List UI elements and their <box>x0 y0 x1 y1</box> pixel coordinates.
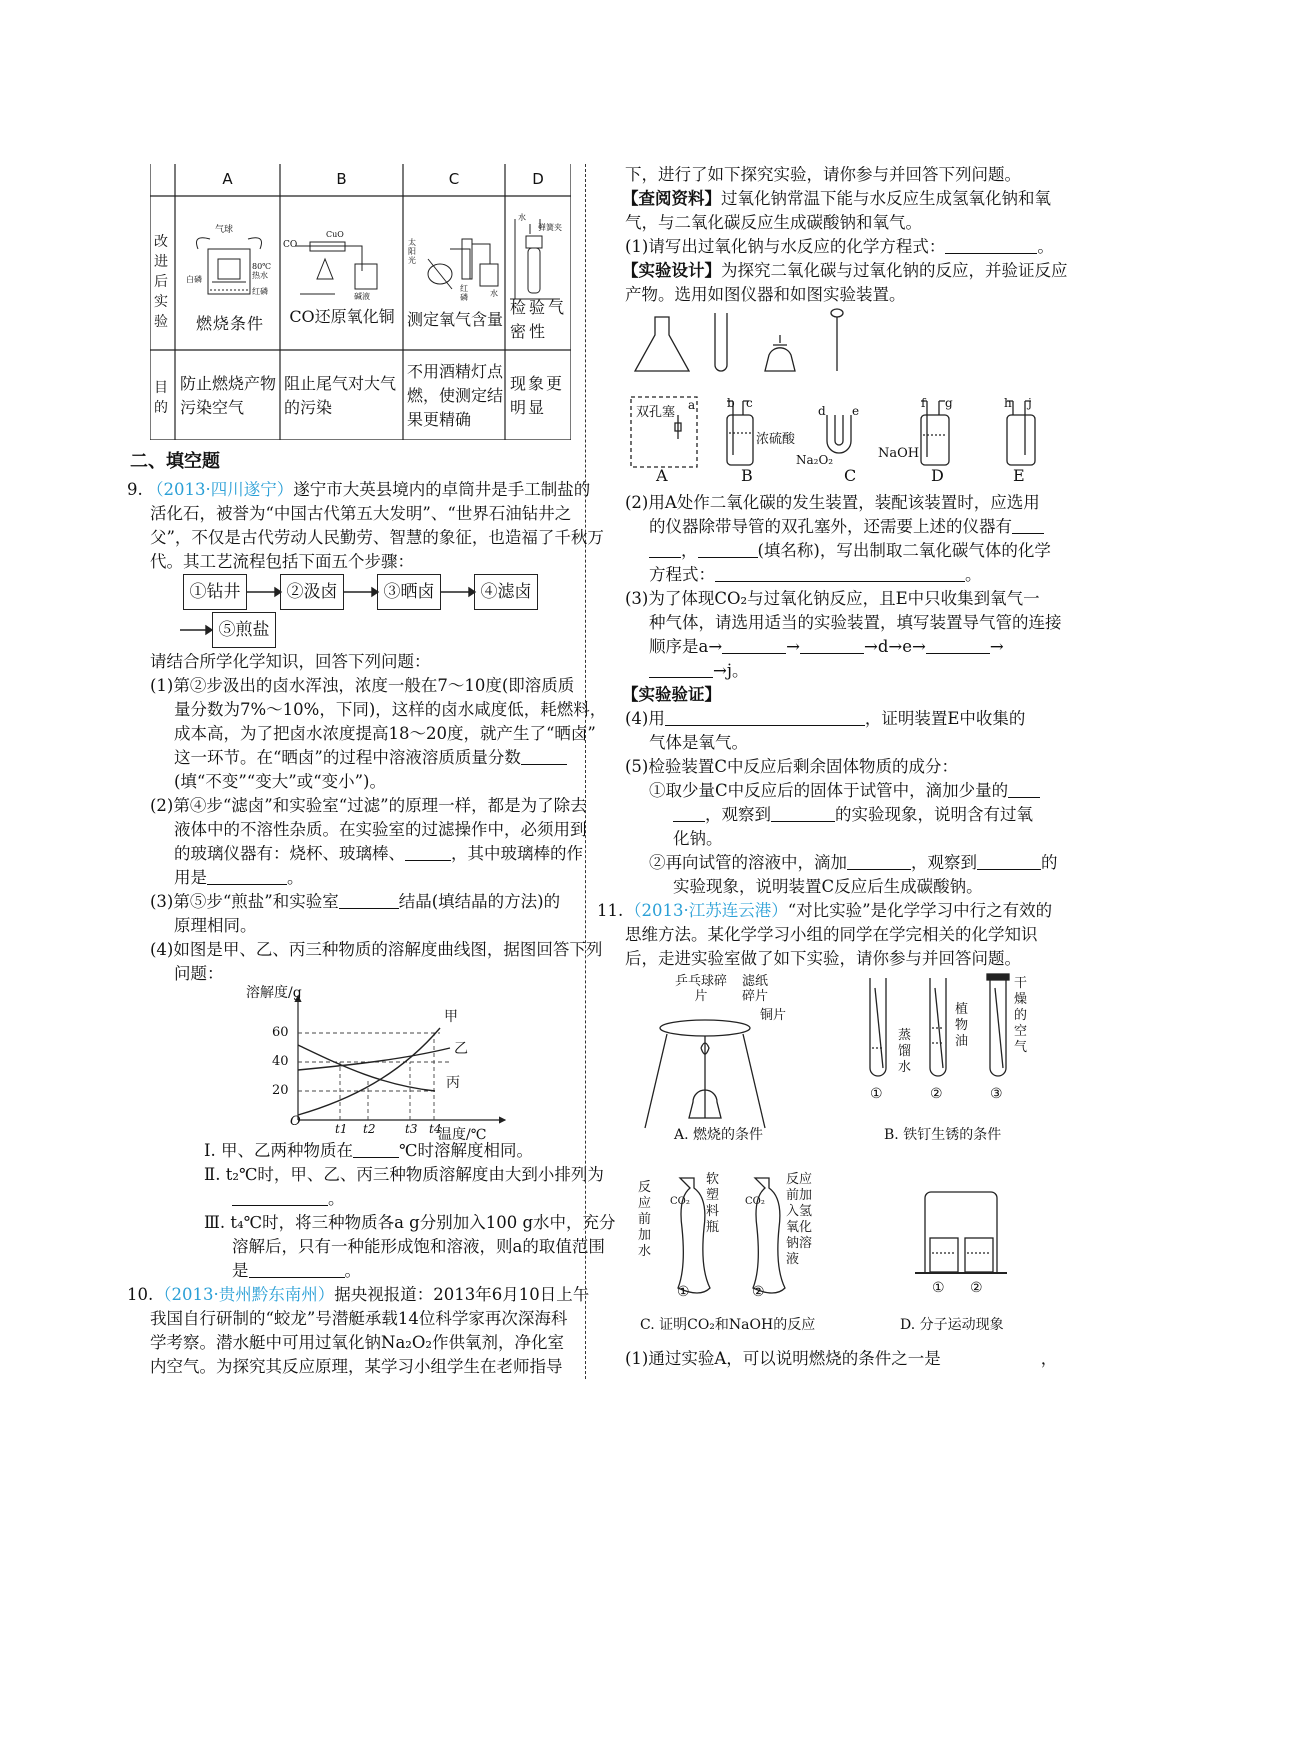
q10-design-0: 为探究二氧化碳与过氧化钠的反应，并验证反应 <box>721 261 1068 280</box>
label-red-phosphorus: 红磷 <box>252 287 268 296</box>
q9-source: （2013·四川遂宁） <box>147 480 294 499</box>
q10-line-0: 据央视报道：2013年6月10日上午 <box>334 1285 590 1304</box>
comparison-table <box>150 164 571 440</box>
device-b-label: B <box>741 466 753 485</box>
caption-c: C. 证明CO₂和NaOH的反应 <box>640 1317 816 1333</box>
q10-p2-2: ， <box>681 541 698 560</box>
q9-s1-1: ℃时溶解度相同。 <box>399 1141 533 1160</box>
answer-blank[interactable] <box>771 806 835 822</box>
col-header-b: B <box>336 170 347 188</box>
y-tick: 20 <box>272 1083 289 1098</box>
q11-line-1: 思维方法。某化学学习小组的同学在学完相关的化学知识 <box>625 925 1038 944</box>
answer-blank[interactable] <box>521 749 567 765</box>
tube-number-1: ① <box>870 1086 883 1102</box>
q10-p2-4: 方程式： <box>649 565 715 584</box>
bell-jar-icon <box>925 1192 997 1273</box>
label-co: CO <box>283 240 298 250</box>
q9-s1-0: Ⅰ. 甲、乙两种物质在 <box>204 1141 354 1160</box>
q10-p3-6: →j。 <box>713 661 749 680</box>
beaker-number-1: ① <box>932 1280 945 1296</box>
caption-a: A. 燃烧的条件 <box>674 1127 764 1143</box>
q9-line-1: 活化石，被誉为“中国古代第五大发明”、“世界石油钻井之 <box>150 504 572 523</box>
y-tick: 40 <box>272 1054 289 1069</box>
step-boil: ⑤煎盐 <box>212 612 276 648</box>
q10-design-title: 【实验设计】 <box>622 261 721 280</box>
q9-s3-2: 是 <box>232 1261 249 1280</box>
step-draw-brine: ②汲卤 <box>280 574 344 610</box>
q9-p2-0: (2)第④步“滤卤”和实验室“过滤”的原理一样，都是为了除去 <box>150 796 587 815</box>
q10-p2-5: 。 <box>965 565 982 584</box>
answer-blank[interactable] <box>1012 518 1044 534</box>
label-naoh: NaOH <box>878 446 920 461</box>
y-tick: 60 <box>272 1025 289 1040</box>
label-before-water: 反应前加水 <box>638 1180 652 1259</box>
step-sun-dry: ③晒卤 <box>377 574 441 610</box>
device-a-label: A <box>656 466 668 485</box>
q10-p3-5: → <box>989 637 1004 656</box>
q9-number: 9. <box>127 480 143 499</box>
col-header-c: C <box>448 170 460 188</box>
series-label-bing: 丙 <box>446 1075 460 1091</box>
q9-p1-4: (填“不变”“变大”或“变小”)。 <box>174 772 386 791</box>
x-axis-label: 温度/℃ <box>438 1127 487 1143</box>
cell-d-row2: 现象更明显 <box>510 374 565 417</box>
answer-blank[interactable] <box>207 869 287 885</box>
q10-p5-5: ②再向试管的溶液中，滴加 <box>649 853 847 872</box>
answer-blank[interactable] <box>665 710 865 726</box>
row-label-improved: 改进后实验 <box>154 234 168 330</box>
answer-blank[interactable] <box>339 893 399 909</box>
answer-blank[interactable] <box>722 638 786 654</box>
answer-blank[interactable] <box>353 1142 399 1158</box>
q10-ref-0: 过氧化钠常温下能与水反应生成氢氧化钠和氧 <box>721 189 1051 208</box>
q9-p3-2: 原理相同。 <box>174 916 257 935</box>
device-d-icon <box>921 401 949 465</box>
q9-line-0: 遂宁市大英县境内的卓筒井是手工制盐的 <box>293 480 591 499</box>
solubility-chart <box>240 985 520 1143</box>
device-d-label: D <box>931 466 944 485</box>
label-g: g <box>945 396 953 410</box>
q9-p4-0: (4)如图是甲、乙、丙三种物质的溶解度曲线图，据图回答下列 <box>150 940 603 959</box>
series-label-jia: 甲 <box>444 1009 458 1025</box>
q10-p1-0: (1)请写出过氧化钠与水反应的化学方程式： <box>625 237 946 256</box>
q10-p1-1: 。 <box>1037 237 1054 256</box>
answer-blank[interactable] <box>673 806 705 822</box>
q10-line-2: 学考察。潜水艇中可用过氧化钠Na₂O₂作供氧剂，净化室 <box>150 1333 565 1352</box>
series-label-yi: 乙 <box>454 1041 468 1057</box>
label-b: b <box>727 396 735 410</box>
q9-s3-3: 。 <box>344 1261 361 1280</box>
answer-blank[interactable] <box>698 542 758 558</box>
q9-s2-1: 。 <box>328 1189 345 1208</box>
label-sunlight: 太阳光 <box>408 238 416 265</box>
q9-s2-0: Ⅱ. t₂℃时，甲、乙、丙三种物质溶解度由大到小排列为 <box>204 1165 604 1184</box>
flow-arrows <box>175 580 555 640</box>
test-tube-2-icon <box>930 978 946 1076</box>
label-a: a <box>688 398 696 412</box>
label-alkali: 碱液 <box>354 292 370 301</box>
answer-blank[interactable] <box>249 1262 345 1278</box>
q9-p1-3: 这一环节。在“晒卤”的过程中溶液溶质质量分数 <box>174 748 521 767</box>
label-spring-clip: 弹簧夹 <box>538 223 562 232</box>
cell-a-row2: 防止燃烧产物污染空气 <box>180 374 277 417</box>
q10-p3-0: (3)为了体现CO₂与过氧化钠反应，且E中只收集到氧气一 <box>625 589 1040 608</box>
answer-blank[interactable] <box>232 1190 328 1206</box>
col-header-d: D <box>532 170 544 188</box>
instruments-figure <box>625 305 1045 485</box>
q9-line-3: 代。其工艺流程包括下面五个步骤： <box>150 552 414 571</box>
q9-p2-3: ，其中玻璃棒的作 <box>451 844 583 863</box>
cell-a-row1: 燃烧条件 <box>195 314 264 333</box>
device-e-label: E <box>1013 466 1025 485</box>
label-soft-bottle: 软塑料瓶 <box>706 1172 720 1235</box>
beaker-number-2: ② <box>970 1280 983 1296</box>
answer-blank[interactable] <box>945 238 1037 254</box>
label-co2-2: CO₂ <box>745 1196 765 1207</box>
label-water-c: 水 <box>490 289 498 298</box>
label-plant-oil: 植物油 <box>955 1002 969 1049</box>
label-red-phosphorus-c: 红磷 <box>460 284 468 302</box>
q9-p1-1: 量分数为7%～10%，下同)，这样的卤水咸度低，耗燃料， <box>174 700 607 719</box>
label-j: j <box>1028 396 1032 410</box>
answer-blank[interactable] <box>405 845 451 861</box>
label-h: h <box>1004 396 1012 410</box>
conical-flask-icon <box>635 317 689 371</box>
label-before-naoh: 反应前加入氢氧化钠溶液 <box>786 1172 813 1267</box>
curve-jia <box>298 1028 440 1115</box>
tube-number-2: ② <box>930 1086 943 1102</box>
label-filter-paper: 滤纸碎片 <box>741 974 768 1004</box>
bottle-number-2: ② <box>752 1284 765 1300</box>
q10-p5-4: 化钠。 <box>673 829 723 848</box>
q9-p3-1: 结晶(填结晶的方法)的 <box>398 892 561 911</box>
label-c: c <box>746 396 753 410</box>
q9-intro: 请结合所学化学知识，回答下列问题： <box>150 652 431 671</box>
label-e: e <box>852 404 860 418</box>
label-stopper: 双孔塞 <box>636 405 676 420</box>
q9-p2-5: 。 <box>287 868 304 887</box>
test-tube-3-icon <box>990 978 1006 1076</box>
q9-p2-4: 用是 <box>174 868 207 887</box>
label-dry-air: 干燥的空气 <box>1014 976 1028 1055</box>
answer-blank[interactable] <box>800 638 864 654</box>
q10-p2-0: (2)用A处作二氧化碳的发生装置，装配该装置时，应选用 <box>625 493 1040 512</box>
test-tube-icon <box>715 313 727 371</box>
cell-b-row1: CO还原氧化铜 <box>289 307 395 326</box>
q10-p2-1: 的仪器除带导管的双孔塞外，还需要上述的仪器有 <box>649 517 1012 536</box>
q11-p1-1: ， <box>1040 1349 1058 1368</box>
q9-s3-1: 溶解后，只有一种能形成饱和溶液，则a的取值范围 <box>232 1237 605 1256</box>
caption-b: B. 铁钉生锈的条件 <box>884 1127 1002 1143</box>
cell-c-row2: 不用酒精灯点燃，使测定结果更精确 <box>407 362 504 429</box>
y-axis-label: 溶解度/g <box>246 985 302 1001</box>
q10-p5-6: ，观察到 <box>911 853 977 872</box>
curve-yi <box>298 1048 450 1070</box>
col-header-a: A <box>222 170 233 188</box>
x-tick: t4 <box>429 1122 442 1136</box>
cell-c-row1: 测定氧气含量 <box>406 310 503 329</box>
answer-blank[interactable] <box>715 566 965 582</box>
answer-blank[interactable] <box>649 662 713 678</box>
q10-line-3: 内空气。为探究其反应原理，某学习小组学生在老师指导 <box>150 1357 563 1376</box>
label-hot-water: 80℃热水 <box>252 262 272 280</box>
row-label-purpose: 目的 <box>154 380 168 416</box>
label-cuo: CuO <box>326 230 344 239</box>
q10-p3-4: →d→e→ <box>864 637 926 656</box>
q11-line-2: 后，走进实验室做了如下实验，请你参与并回答问题。 <box>625 949 1021 968</box>
device-e-icon <box>1007 401 1035 465</box>
label-water-d: 水 <box>518 213 526 222</box>
x-tick: t1 <box>335 1122 348 1136</box>
tripod-icon <box>645 1020 765 1128</box>
caption-d: D. 分子运动现象 <box>900 1317 1004 1333</box>
q10-p3-2: 顺序是a→ <box>649 637 723 656</box>
answer-blank[interactable] <box>1008 782 1040 798</box>
q10-p4-0: (4)用 <box>625 709 665 728</box>
answer-blank[interactable] <box>926 638 990 654</box>
q10-design-1: 产物。选用如图仪器和如图实验装置。 <box>625 285 906 304</box>
q10-p4-2: 气体是氧气。 <box>649 733 748 752</box>
step-drill: ①钻井 <box>183 574 247 610</box>
q10-p5-3: 的实验现象，说明含有过氧 <box>835 805 1033 824</box>
label-copper: 铜片 <box>760 1008 787 1023</box>
q11-source: （2013·江苏连云港） <box>625 901 788 920</box>
label-white-phosphorus: 白磷 <box>186 275 202 284</box>
beaker-2-icon <box>965 1238 993 1272</box>
q10-p3-1: 种气体，请选用适当的实验装置，填写装置导气管的连接 <box>649 613 1062 632</box>
device-c-label: C <box>844 466 857 485</box>
q10-line-4: 下，进行了如下探究实验，请你参与并回答下列问题。 <box>625 165 1021 184</box>
q10-p5-7: 的 <box>1041 853 1058 872</box>
beaker-1-icon <box>930 1238 958 1272</box>
q9-p3-0: (3)第⑤步“煎盐”和实验室 <box>150 892 339 911</box>
q9-p2-2: 的玻璃仪器有：烧杯、玻璃棒、 <box>174 844 405 863</box>
label-pingpong: 乒乓球碎片 <box>674 974 727 1004</box>
label-d: d <box>818 404 826 418</box>
device-b-icon <box>727 401 753 465</box>
label-distilled-water: 蒸馏水 <box>898 1028 912 1075</box>
q9-s3-0: Ⅲ. t₄℃时，将三种物质各a g分别加入100 g水中，充分 <box>204 1213 616 1232</box>
label-co2-1: CO₂ <box>670 1196 690 1207</box>
q10-p2-3: (填名称)，写出制取二氧化碳气体的化学 <box>757 541 1051 560</box>
q11-number: 11. <box>597 901 624 920</box>
q11-line-0: “对比实验”是化学学习中行之有效的 <box>787 901 1053 920</box>
cell-b-row2: 阻止尾气对大气的污染 <box>284 374 397 417</box>
section-heading: 二、填空题 <box>130 451 220 472</box>
label-na2o2: Na₂O₂ <box>796 453 834 467</box>
x-tick: t3 <box>405 1122 418 1136</box>
q10-p5-2: ，观察到 <box>705 805 771 824</box>
answer-blank[interactable] <box>977 854 1041 870</box>
co-reduction-apparatus-icon <box>295 242 377 294</box>
label-acid: 浓硫酸 <box>756 432 796 447</box>
label-balloon: 气球 <box>215 225 234 235</box>
bottle-number-1: ① <box>677 1284 690 1300</box>
q10-line-1: 我国自行研制的“蛟龙”号潜艇承载14位科学家再次深海科 <box>150 1309 568 1328</box>
q11-p1-0: (1)通过实验A，可以说明燃烧的条件之一是 <box>625 1349 941 1368</box>
q10-p3-3: → <box>786 637 800 656</box>
device-c-icon <box>827 415 851 453</box>
q9-line-2: 父”，不仅是古代劳动人民勤劳、智慧的象征，也造福了千秋万 <box>150 528 604 547</box>
x-tick: t2 <box>363 1122 376 1136</box>
q10-ref-title: 【查阅资料】 <box>622 189 721 208</box>
q10-source: （2013·贵州黔东南州） <box>155 1285 335 1304</box>
origin-label: O <box>290 1114 301 1129</box>
q10-p4-1: ，证明装置E中收集的 <box>864 709 1026 728</box>
q10-p5-1: ①取少量C中反应后的固体于试管中，滴加少量的 <box>649 781 1009 800</box>
q10-verify-title: 【实验验证】 <box>622 685 721 704</box>
step-filter: ④滤卤 <box>474 574 538 610</box>
q9-p1-0: (1)第②步汲出的卤水浑浊，浓度一般在7～10度(即溶质质 <box>150 676 575 695</box>
dropper-icon <box>831 309 843 317</box>
q10-number: 10. <box>127 1285 154 1304</box>
q10-p5-8: 实验现象，说明装置C反应后生成碳酸钠。 <box>673 877 983 896</box>
q10-p5-0: (5)检验装置C中反应后剩余固体物质的成分： <box>625 757 958 776</box>
q9-p4-1: 问题： <box>174 964 224 983</box>
test-tube-1-icon <box>870 978 886 1076</box>
answer-blank[interactable] <box>847 854 911 870</box>
q10-ref-1: 气，与二氧化碳反应生成碳酸钠和氧气。 <box>625 213 922 232</box>
cell-d-row1: 检验气密性 <box>510 298 568 341</box>
answer-blank[interactable] <box>649 542 681 558</box>
alcohol-lamp-icon <box>765 335 795 371</box>
column-divider <box>585 164 586 1379</box>
q9-p2-1: 液体中的不溶性杂质。在实验室的过滤操作中，必须用到 <box>174 820 587 839</box>
label-f: f <box>921 396 926 410</box>
q9-p1-2: 成本高，为了把卤水浓度提高18～20度，就产生了“晒卤” <box>174 724 596 743</box>
tube-number-3: ③ <box>990 1086 1003 1102</box>
oxygen-content-apparatus-icon <box>428 239 498 289</box>
